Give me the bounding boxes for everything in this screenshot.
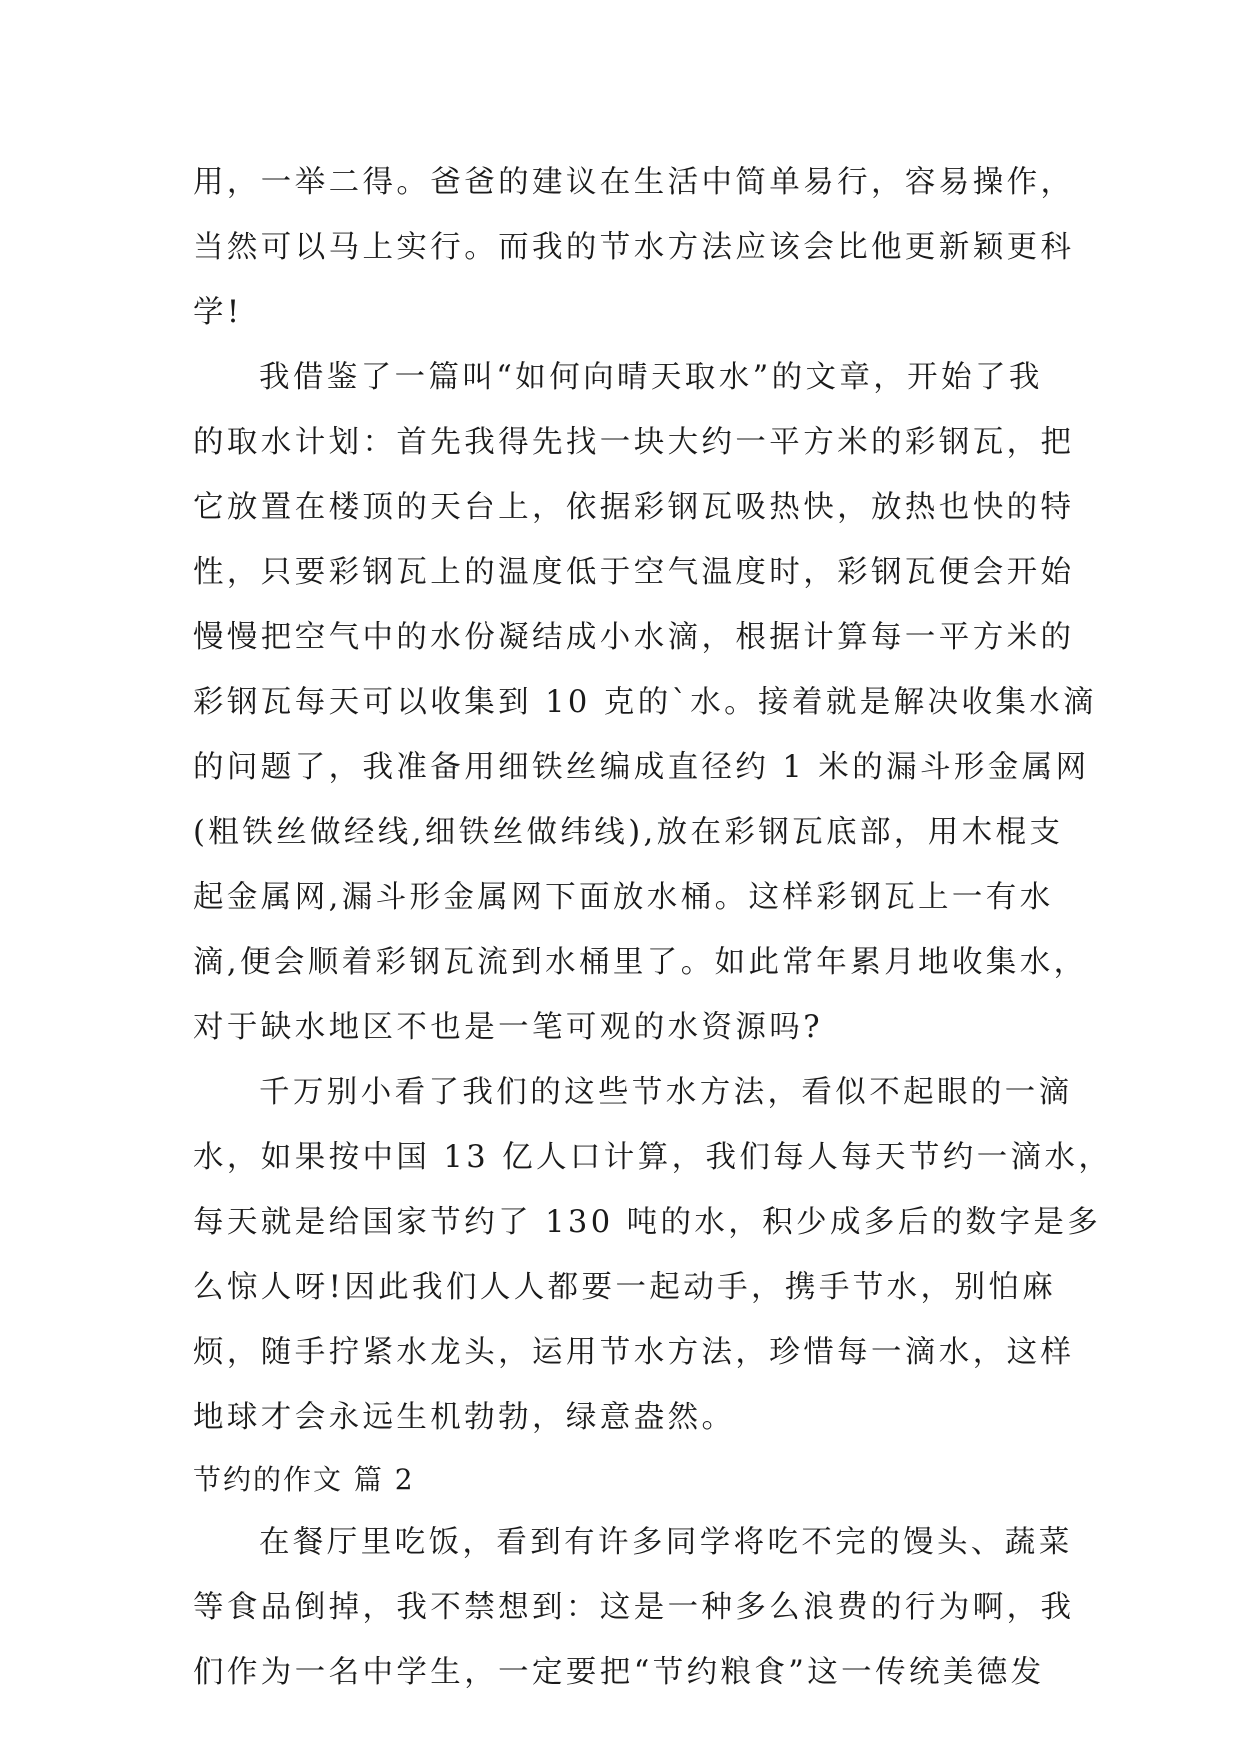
- text-line: 性，只要彩钢瓦上的温度低于空气温度时，彩钢瓦便会开始: [193, 555, 1075, 590]
- text-line: 起金属网,漏斗形金属网下面放水桶。这样彩钢瓦上一有水: [193, 880, 1054, 915]
- text-line: 烦，随手拧紧水龙头，运用节水方法，珍惜每一滴水，这样: [193, 1335, 1075, 1370]
- document-page: [193, 150, 1113, 1705]
- text-line: 对于缺水地区不也是一笔可观的水资源吗?: [193, 1010, 823, 1045]
- text-line: 滴,便会顺着彩钢瓦流到水桶里了。如此常年累月地收集水，: [193, 945, 1088, 980]
- text-line: 千万别小看了我们的这些节水方法，看似不起眼的一滴: [259, 1075, 1073, 1110]
- text-line: 地球才会永远生机勃勃，绿意盎然。: [193, 1400, 736, 1435]
- text-line: 的取水计划：首先我得先找一块大约一平方米的彩钢瓦，把: [193, 425, 1075, 460]
- text-line: 在餐厅里吃饭，看到有许多同学将吃不完的馒头、蔬菜: [259, 1525, 1073, 1560]
- text-line: 么惊人呀!因此我们人人都要一起动手，携手节水，别怕麻: [193, 1270, 1057, 1305]
- paragraph-2: [193, 345, 1098, 1060]
- paragraph-1: [193, 150, 1075, 345]
- text-line: 的问题了，我准备用细铁丝编成直径约 1 米的漏斗形金属网: [193, 750, 1090, 785]
- text-line: 水，如果按中国 13 亿人口计算，我们每人每天节约一滴水，: [193, 1140, 1113, 1175]
- text-line: 当然可以马上实行。而我的节水方法应该会比他更新颖更科: [193, 230, 1075, 265]
- text-line: (粗铁丝做经线,细铁丝做纬线),放在彩钢瓦底部，用木棍支: [193, 815, 1064, 850]
- text-line: 彩钢瓦每天可以收集到 10 克的`水。接着就是解决收集水滴: [193, 685, 1098, 720]
- text-line: 等食品倒掉，我不禁想到：这是一种多么浪费的行为啊，我: [193, 1590, 1075, 1625]
- text-line: 慢慢把空气中的水份凝结成小水滴，根据计算每一平方米的: [193, 620, 1075, 655]
- text-line: 我借鉴了一篇叫“如何向晴天取水”的文章，开始了我: [259, 360, 1043, 395]
- section-heading: 节约的作文 篇 2: [193, 1463, 415, 1496]
- text-line: 每天就是给国家节约了 130 吨的水，积少成多后的数字是多: [193, 1205, 1102, 1240]
- text-line: 学!: [193, 295, 243, 330]
- paragraph-4: [193, 1510, 1075, 1705]
- text-line: 用，一举二得。爸爸的建议在生活中简单易行，容易操作，: [193, 165, 1075, 200]
- text-line: 它放置在楼顶的天台上，依据彩钢瓦吸热快，放热也快的特: [193, 490, 1075, 525]
- text-line: 们作为一名中学生，一定要把“节约粮食”这一传统美德发: [193, 1655, 1045, 1690]
- paragraph-3: [193, 1060, 1113, 1450]
